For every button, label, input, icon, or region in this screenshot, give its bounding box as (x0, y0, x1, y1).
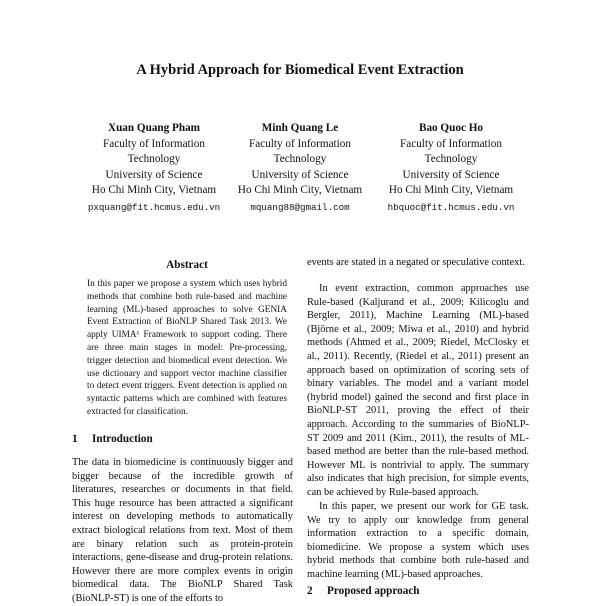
author-affiliation: University of Science (402, 168, 500, 181)
body-paragraph: In this paper, we present our work for GE task. We try to apply our knowledge from general information extraction to a specific domain, biomedicine. We propose a system which uses hybrid methods that combine both rule-based and machine learning (ML)-based approaches. (307, 501, 529, 580)
author-name: Xuan Quang Pham (107, 122, 200, 134)
author-block (69, 121, 239, 215)
author-email: hbquoc@fit.hcmus.edu.vn (387, 201, 515, 213)
author-email: mquang88@gmail.com (250, 201, 350, 213)
body-paragraph: In event extraction, common approaches use Rule-based (Kaljurand et al., 2009; Kilicoglu and Bergler, 2011), Machine Learning (ML)-based (Björne et al., 2009; Miwa et al., 2010) and hybrid methods (Ahmed et al., 2009; Riedel, McClosky et al., 2011). Recently, (Riedel et al., 2011) present an approach based on optimization of scoring sets of binary variables. The model and a variant model (hybrid model) gained the second and first place in BioNLP-ST 2011, proving the effect of their approach. According to the summaries of BioNLP-ST 2009 and 2011 (Kim., 2011), the results of ML-based method are better than the rule-based method. However ML is nontrivial to apply. The summary also indicates that high precision, for simple events, can be achieved by Rule-based approach. (307, 283, 529, 498)
author-name: Bao Quoc Ho (418, 122, 484, 134)
author-affiliation: Ho Chi Minh City, Vietnam (91, 184, 217, 196)
author-affiliation: University of Science (251, 168, 349, 181)
section-title: Proposed approach (327, 585, 420, 597)
author-block (220, 121, 380, 215)
author-affiliation: Technology (127, 153, 181, 165)
author-affiliation: Faculty of Information (249, 137, 351, 150)
author-affiliation: Faculty of Information (400, 137, 502, 150)
author-affiliation: University of Science (105, 168, 203, 181)
abstract-heading: Abstract (166, 259, 208, 271)
author-affiliation: Technology (424, 153, 478, 165)
author-affiliation: Technology (273, 153, 327, 165)
section-heading (72, 433, 153, 445)
author-affiliation: Ho Chi Minh City, Vietnam (388, 184, 514, 196)
section-heading (307, 585, 420, 597)
author-name: Minh Quang Le (261, 122, 339, 134)
body-paragraph: events are stated in a negated or speculative context. (307, 257, 525, 268)
author-block (362, 121, 540, 215)
section-title: Introduction (92, 433, 153, 445)
author-email: pxquang@fit.hcmus.edu.vn (87, 201, 221, 213)
author-affiliation: Faculty of Information (103, 137, 205, 150)
paper-title: A Hybrid Approach for Biomedical Event Extraction (136, 62, 464, 78)
abstract-text: In this paper we propose a system which uses hybrid methods that combine both rule-based and machine learning (ML)-based approaches to solve GENIA Event Extraction of BioNLP Shared Task 2013. We apply UIMA¹ Framework to support coding. There are three main stages in model: Pre-processing, trigger detection and biomedical event detection. We use dictionary and support vector machine classifier to detect event triggers. Event detection is applied on syntactic patterns which are combined with features extracted for classification. (87, 279, 287, 417)
section-number: 1 (72, 433, 78, 445)
intro-paragraph: The data in biomedicine is continuously bigger and bigger because of the incredible growth of literatures, researches or documents in that field. This huge resource has been attracted a significant interest on developing methods to automatically extract biological relations from text. Most of them are binary relation such as protein-protein interactions, gene-disease and drug-protein relations. However there are more complex events in origin biomedical data. The BioNLP Shared Task (BioNLP-ST) is one of the efforts to (72, 457, 293, 604)
section-number: 2 (307, 585, 313, 597)
author-affiliation: Ho Chi Minh City, Vietnam (237, 184, 363, 196)
